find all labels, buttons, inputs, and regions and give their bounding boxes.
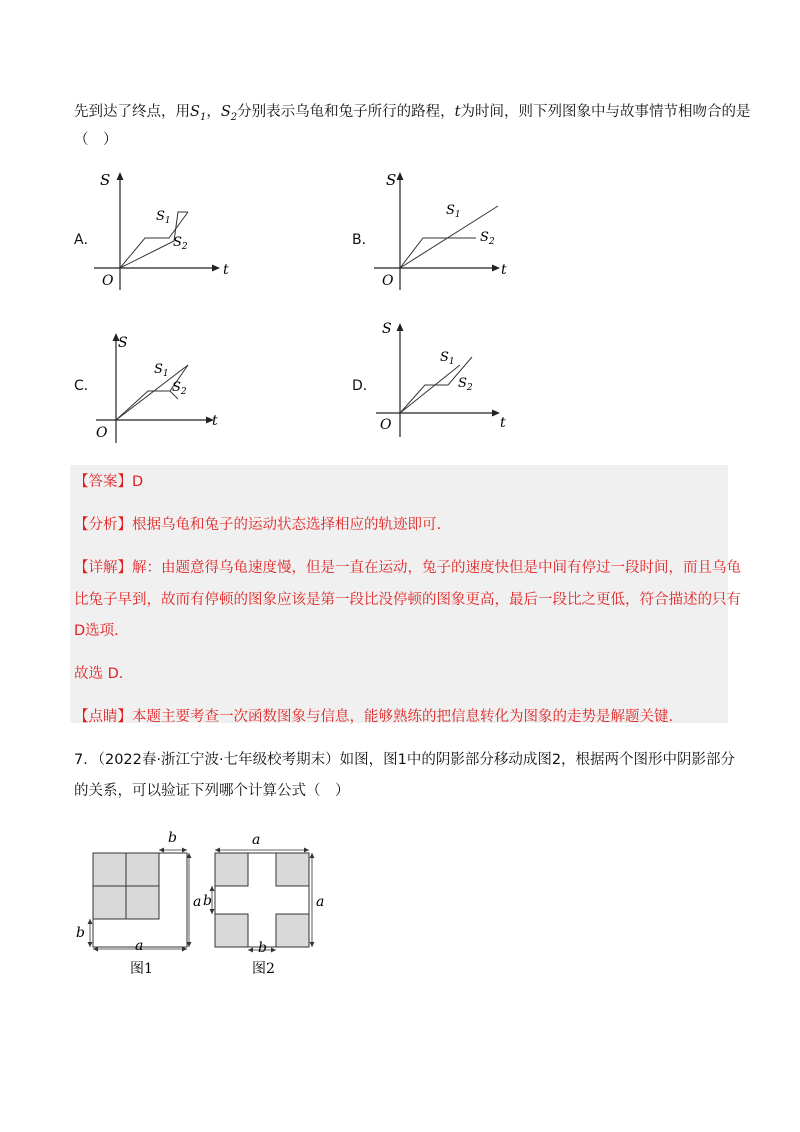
graph-d-origin-label: O [380, 417, 392, 433]
fig2-label-b-left: b [203, 893, 212, 909]
intro-comma: ， [206, 104, 221, 120]
graph-c[interactable] [92, 325, 232, 445]
symbol-t: t [454, 104, 461, 120]
question-paren: （ ） [74, 132, 118, 148]
detail-line-2: 比兔子早到，故而有停顿的图象应该是第一段比没停顿的图象更高，最后一段比之更低，符合描述的只有 [74, 592, 741, 608]
option-d-label[interactable]: D． [352, 378, 377, 394]
detail-tag: 【详解】 [74, 560, 132, 576]
fig1-label-a-bottom: a [135, 938, 144, 954]
graph-b-s-label: S [386, 171, 397, 189]
graph-a-t-label: t [223, 262, 229, 278]
graph-c-t-label: t [212, 413, 218, 429]
graph-a-s1-label: $S_1$ [156, 209, 171, 226]
graph-a-origin-label: O [102, 273, 114, 289]
graph-d[interactable] [372, 315, 512, 440]
fig2-label-a-right: a [316, 894, 325, 910]
symbol-s1: $S_1$ [190, 104, 207, 123]
answer-tag: 【答案】 [74, 474, 132, 490]
square-figures [70, 828, 330, 978]
figure-1 [76, 830, 201, 977]
detail-text-1: 解：由题意得乌龟速度慢，但是一直在运动，兔子的速度快但是中间有停过一段时间，而且乌龟 [132, 560, 741, 576]
graph-c-origin-label: O [96, 425, 108, 441]
option-b-label[interactable]: B． [352, 232, 376, 248]
answer-line [74, 470, 143, 491]
detail-line-1 [74, 556, 741, 577]
fig2-caption: 图2 [252, 961, 275, 977]
comment-tag: 【点睛】 [74, 709, 132, 725]
question7-line1: 7．（2022春·浙江宁波·七年级校考期末）如图，图1中的阴影部分移动成图2，根据两个图形中阴影部分 [74, 752, 736, 768]
intro-text-1: 先到达了终点，用 [74, 104, 190, 120]
comment-text: 本题主要考查一次函数图象与信息，能够熟练的把信息转化为图象的走势是解题关键. [132, 709, 674, 725]
graph-c-s-label: S [118, 335, 128, 351]
fig1-label-b-top: b [168, 830, 177, 846]
graph-a[interactable] [92, 168, 232, 293]
figure-2 [203, 832, 324, 977]
analysis-line [74, 513, 441, 534]
graph-d-s2-label: $S_2$ [458, 376, 473, 393]
graph-b-t-label: t [501, 262, 507, 278]
analysis-tag: 【分析】 [74, 517, 132, 533]
fig2-label-b-bottom: b [258, 940, 267, 956]
graph-a-s2-label: $S_2$ [173, 235, 188, 252]
intro-text-3: 为时间，则下列图象中与故事情节相吻合的是 [460, 104, 751, 120]
option-a-label[interactable]: A． [74, 232, 98, 248]
fig1-caption: 图1 [130, 961, 153, 977]
graph-b[interactable] [372, 168, 512, 293]
graph-b-origin-label: O [382, 273, 394, 289]
answer-value: D [132, 474, 144, 490]
graph-b-s1-label: $S_1$ [446, 203, 461, 220]
comment-line [74, 705, 673, 726]
graph-d-s1-label: $S_1$ [440, 350, 455, 367]
detail-line-3: D选项. [74, 623, 119, 639]
graph-b-s2-label: $S_2$ [480, 230, 495, 247]
graph-c-s1-label: $S_1$ [154, 362, 169, 379]
symbol-s2: $S_2$ [220, 104, 238, 123]
question7-line2: 的关系，可以验证下列哪个计算公式（ ） [74, 783, 350, 799]
graph-d-t-label: t [500, 415, 506, 431]
fig1-label-a-right: a [193, 894, 202, 910]
graph-c-s2-label: $S_2$ [172, 380, 187, 397]
fig2-label-a-top: a [252, 832, 261, 848]
analysis-text: 根据乌龟和兔子的运动状态选择相应的轨迹即可. [132, 517, 442, 533]
fig1-label-b-left: b [76, 925, 85, 941]
graph-d-s-label: S [382, 321, 392, 337]
intro-text-2: 分别表示乌龟和兔子所行的路程， [237, 104, 455, 120]
choice-line: 故选 D. [74, 666, 124, 682]
option-c-label[interactable]: C． [74, 378, 98, 394]
question-intro-line [74, 100, 750, 123]
graph-a-s-label: S [100, 171, 111, 189]
